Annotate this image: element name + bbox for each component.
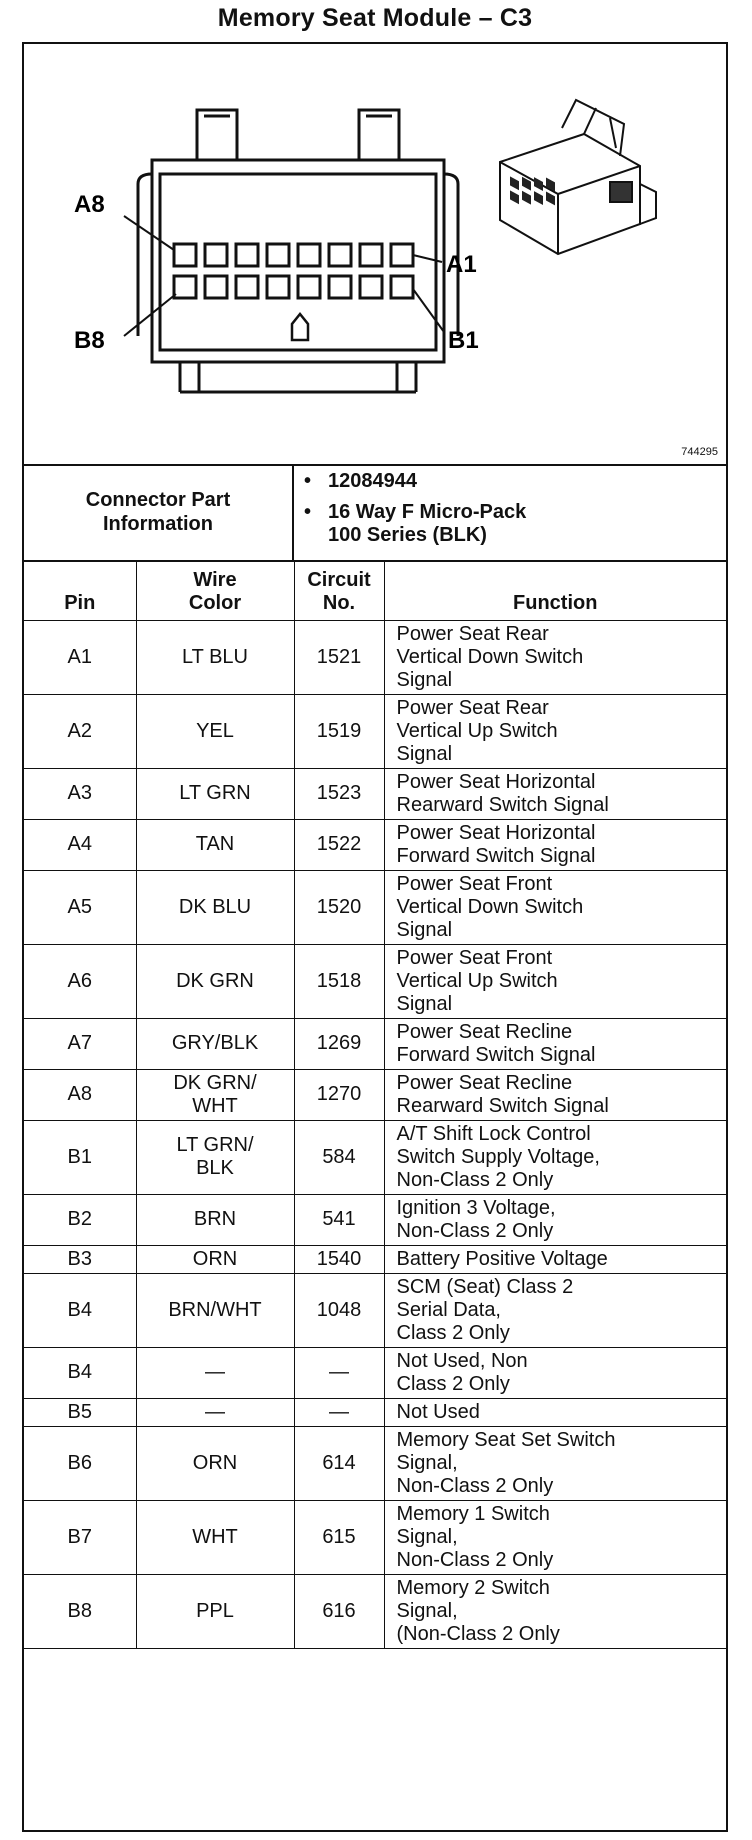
table-row [24,1069,726,1120]
pin-cell: A1 [24,620,136,694]
wire-color-line: YEL [196,719,234,742]
table-row [24,1018,726,1069]
table-row [24,768,726,819]
circuit-cell: 584 [294,1120,384,1194]
pin-cell: B1 [24,1120,136,1194]
bullet: • [304,470,312,492]
function-line: Power Seat Recline [396,1020,573,1043]
wire-color-cell [136,1426,294,1500]
table-row [24,1245,726,1273]
col-header-function: Function [384,560,726,620]
circuit-cell: — [294,1398,384,1426]
circuit-cell: 616 [294,1574,384,1648]
function-cell [384,1273,726,1347]
function-line: Rearward Switch Signal [396,1094,609,1117]
function-line: Memory 1 Switch [396,1502,550,1525]
function-cell [384,944,726,1018]
wire-color-line: LT BLU [182,645,248,668]
function-cell [384,1574,726,1648]
function-cell [384,1398,726,1426]
bullet: • [304,501,312,523]
function-line: Signal [396,742,453,765]
connector-desc-line1: 16 Way F Micro-Pack [328,501,527,523]
function-line: Class 2 Only [396,1321,510,1344]
wire-color-cell [136,620,294,694]
function-cell [384,1120,726,1194]
pin-cell: B6 [24,1426,136,1500]
pin-cell: B7 [24,1500,136,1574]
connector-part-info [24,464,726,562]
function-cell [384,694,726,768]
wire-color-cell [136,944,294,1018]
pin-cell: A8 [24,1069,136,1120]
callout-a1: A1 [446,251,477,278]
wire-color-line: LT GRN/ [176,1134,254,1156]
wire-color-cell [136,694,294,768]
table-header-row [24,560,726,620]
pin-cell: A4 [24,819,136,870]
part-number: 12084944 [328,470,417,492]
page-title: Memory Seat Module – C3 [217,4,533,32]
table-row [24,694,726,768]
circuit-cell: 1270 [294,1069,384,1120]
wire-color-line: WHT [192,1525,238,1548]
circuit-cell: 1518 [294,944,384,1018]
wire-color-cell [136,1194,294,1245]
function-cell [384,1018,726,1069]
function-cell [384,870,726,944]
function-line: Signal, [396,1451,458,1474]
function-line: Signal [396,668,453,691]
connector-part-info-values [304,470,714,547]
table-row [24,870,726,944]
circuit-cell: 1523 [294,768,384,819]
circuit-cell: 615 [294,1500,384,1574]
pin-cell: B2 [24,1194,136,1245]
circuit-cell: 1522 [294,819,384,870]
wire-color-cell [136,1245,294,1273]
table-row [24,1194,726,1245]
function-line: Non-Class 2 Only [396,1474,554,1497]
pin-cell: A5 [24,870,136,944]
function-cell [384,768,726,819]
table-row [24,1347,726,1398]
function-line: Power Seat Horizontal [396,821,596,844]
circuit-cell: 1519 [294,694,384,768]
function-line: Signal [396,918,453,941]
wire-color-cell [136,1500,294,1574]
connector-face-drawing [24,44,726,464]
table-row [24,819,726,870]
connector-diagram [24,44,726,466]
pin-cell: A2 [24,694,136,768]
wire-color-line: WHT [192,1094,238,1117]
function-line: Vertical Up Switch [396,969,558,992]
wire-color-cell [136,819,294,870]
pin-cell: B3 [24,1245,136,1273]
function-line: Class 2 Only [396,1372,510,1395]
function-line: Rearward Switch Signal [396,793,609,816]
function-line: Power Seat Horizontal [396,770,596,793]
pin-cell: A3 [24,768,136,819]
wire-color-line: — [205,1400,225,1423]
pin-cell: A6 [24,944,136,1018]
wire-color-cell [136,870,294,944]
function-cell [384,1194,726,1245]
wire-color-line: ORN [192,1451,238,1474]
function-line: Signal, [396,1599,458,1622]
wire-color-line: — [205,1361,225,1383]
function-line: Memory 2 Switch [396,1576,550,1599]
table-row [24,1273,726,1347]
function-line: Ignition 3 Voltage, [396,1196,556,1219]
circuit-cell: 1520 [294,870,384,944]
table-row [24,944,726,1018]
wire-color-cell [136,1018,294,1069]
connector-isometric-view [500,100,656,254]
callout-a8: A8 [74,191,105,218]
pin-cell: B8 [24,1574,136,1648]
function-line: Memory Seat Set Switch [396,1428,616,1451]
wire-color-line: PPL [196,1599,234,1622]
function-line: Power Seat Recline [396,1071,573,1094]
circuit-cell: 1269 [294,1018,384,1069]
circuit-cell: 1540 [294,1245,384,1273]
col-header-wire-color: Wire Color [136,560,294,620]
wire-color-line: TAN [195,833,235,855]
wire-color-cell [136,1347,294,1398]
callout-b8: B8 [74,327,105,354]
table-row [24,1426,726,1500]
circuit-cell: 1048 [294,1273,384,1347]
function-line: Battery Positive Voltage [396,1247,608,1270]
figure-id: 744295 [681,446,718,458]
connector-sheet [22,42,728,1832]
callout-b1: B1 [448,327,479,354]
function-line: Vertical Down Switch [396,895,584,918]
col-header-pin: Pin [24,560,136,620]
function-line: Non-Class 2 Only [396,1219,554,1242]
function-line: Serial Data, [396,1298,501,1321]
wire-color-line: DK BLU [178,895,252,918]
wire-color-cell [136,1069,294,1120]
function-cell [384,1500,726,1574]
pinout-rows [24,620,726,1648]
wire-color-line: DK GRN/ [173,1071,257,1094]
row-b-cavities [174,276,413,298]
wire-color-line: LT GRN [179,782,251,804]
wire-color-line: BLK [196,1157,234,1179]
function-line: Vertical Down Switch [396,645,584,668]
connector-desc-line2: 100 Series (BLK) [328,524,487,546]
pin-cell: A7 [24,1018,136,1069]
circuit-cell: 614 [294,1426,384,1500]
col-header-circuit: Circuit No. [294,560,384,620]
wire-color-line: BRN/WHT [168,1298,262,1321]
function-line: Signal, [396,1525,458,1548]
function-line: Vertical Up Switch [396,719,558,742]
wire-color-line: BRN [193,1208,237,1230]
cpi-label-line1: Connector Part [85,489,231,511]
function-cell [384,620,726,694]
pin-cell: B4 [24,1347,136,1398]
function-line: Non-Class 2 Only [396,1548,554,1571]
function-cell [384,1426,726,1500]
function-line: Power Seat Rear [396,622,549,645]
table-row [24,620,726,694]
table-row [24,1120,726,1194]
function-line: Not Used, Non [396,1349,528,1372]
function-cell [384,819,726,870]
table-row [24,1398,726,1426]
wire-color-cell [136,1398,294,1426]
function-line: SCM (Seat) Class 2 [396,1275,574,1298]
function-line: A/T Shift Lock Control [396,1122,591,1145]
table-row [24,1500,726,1574]
table-row [24,1574,726,1648]
pin-cell: B5 [24,1398,136,1426]
row-a-cavities [174,244,413,266]
pinout-table [24,560,726,1649]
wire-color-cell [136,1574,294,1648]
polarization-key [292,314,308,340]
wire-color-cell [136,1273,294,1347]
function-line: Power Seat Front [396,946,553,969]
cpi-label-line2: Information [103,513,213,535]
function-line: Signal [396,992,453,1015]
function-line: Switch Supply Voltage, [396,1145,600,1168]
wire-color-line: DK GRN [176,969,254,992]
function-line: Power Seat Front [396,872,553,895]
wire-color-cell [136,1120,294,1194]
function-line: Forward Switch Signal [396,1043,596,1066]
function-line: Not Used [396,1400,480,1423]
connector-part-info-label [24,464,294,560]
wire-color-line: ORN [192,1247,238,1270]
function-line: Non-Class 2 Only [396,1168,554,1191]
function-line: (Non-Class 2 Only [396,1622,560,1645]
circuit-cell: 541 [294,1194,384,1245]
pin-cell: B4 [24,1273,136,1347]
circuit-cell: 1521 [294,620,384,694]
function-cell [384,1069,726,1120]
circuit-cell: — [294,1347,384,1398]
function-line: Forward Switch Signal [396,844,596,867]
function-line: Power Seat Rear [396,696,549,719]
wire-color-cell [136,768,294,819]
function-cell [384,1347,726,1398]
wire-color-line: GRY/BLK [171,1032,259,1054]
function-cell [384,1245,726,1273]
